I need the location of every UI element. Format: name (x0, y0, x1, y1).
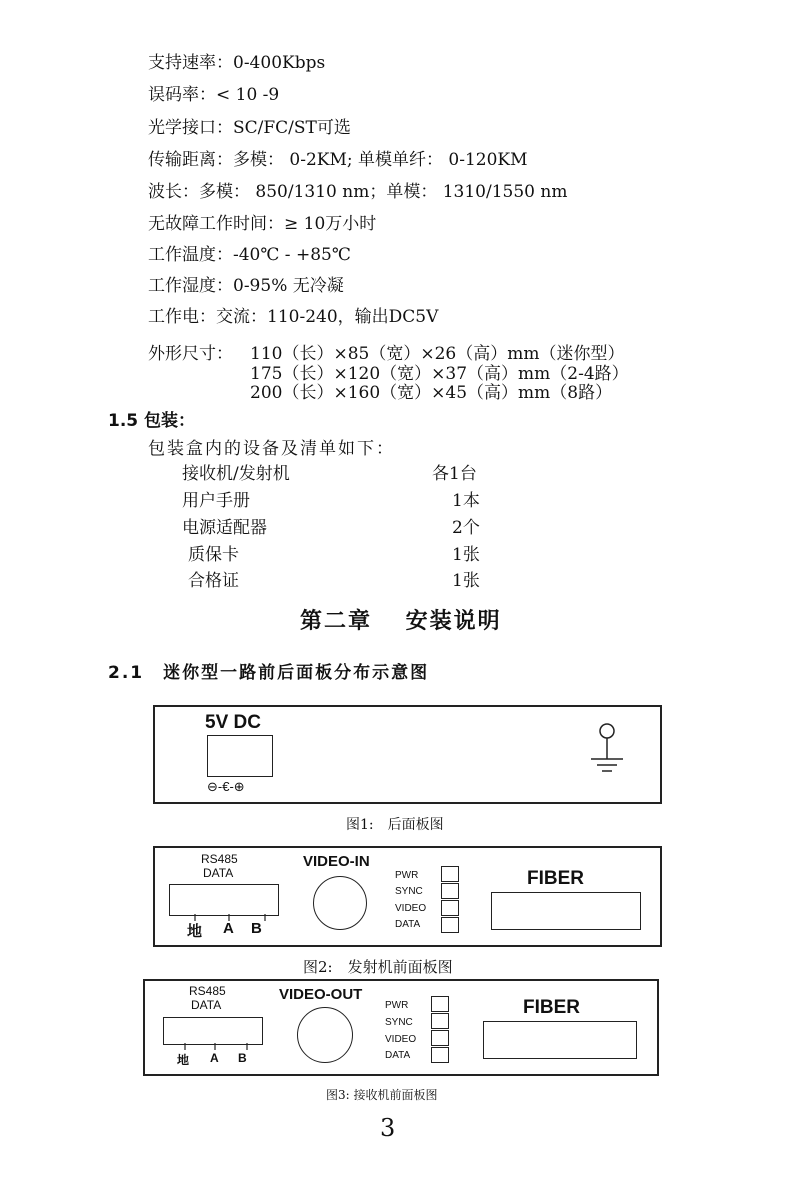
led-label-video: VIDEO (385, 1034, 417, 1045)
led-label-pwr: PWR (385, 1000, 409, 1011)
package-item-qty: 1张 (452, 545, 480, 565)
package-item-name: 用户手册 (182, 491, 250, 511)
rs485-label: RS485 (189, 984, 226, 998)
figure-caption: 图2: 发射机前面板图 (303, 958, 453, 976)
terminal-label-b: B (251, 920, 262, 937)
video-in-connector (313, 876, 367, 930)
spec-line-temperature: 工作温度：-40℃ - +85℃ (148, 245, 351, 265)
polarity-icon: ⊖-€-⊕ (207, 779, 245, 794)
led-indicator (441, 883, 459, 899)
led-label-data: DATA (385, 1050, 411, 1061)
power-jack (207, 735, 273, 777)
terminal-label-ground: 地 (187, 923, 203, 940)
spec-line-rate: 支持速率：0-400Kbps (148, 53, 326, 73)
spec-line-ber: 误码率：< 10 -9 (148, 85, 280, 105)
section-heading-2-1: 2.1 迷你型一路前后面板分布示意图 (108, 663, 430, 683)
figure-caption: 图3: 接收机前面板图 (326, 1088, 438, 1102)
package-item-name: 电源适配器 (182, 518, 267, 538)
led-indicator (431, 1030, 449, 1046)
led-label-sync: SYNC (395, 886, 423, 897)
section-heading-packaging: 1.5 包装： (108, 411, 196, 431)
package-item-qty: 2个 (452, 518, 480, 538)
led-label-data: DATA (395, 919, 421, 930)
led-indicator (441, 866, 459, 882)
rs485-terminal-block (163, 1017, 263, 1045)
dimensions-line: 110（长）×85（宽）×26（高）mm（迷你型） (250, 344, 625, 364)
package-item-qty: 各1台 (432, 464, 477, 484)
package-item-qty: 1本 (452, 491, 480, 511)
package-item-name: 质保卡 (188, 545, 239, 565)
page-number: 3 (380, 1114, 396, 1142)
led-column (441, 866, 459, 934)
fiber-port (491, 892, 641, 930)
packaging-intro: 包装盒内的设备及清单如下： (148, 439, 395, 459)
fiber-port (483, 1021, 637, 1059)
data-label: DATA (191, 998, 222, 1012)
led-indicator (441, 900, 459, 916)
data-label: DATA (203, 866, 234, 880)
fiber-label: FIBER (523, 997, 580, 1018)
spec-line-humidity: 工作湿度：0-95% 无冷凝 (148, 276, 344, 296)
spec-line-distance: 传输距离：多模： 0-2KM; 单模单纤： 0-120KM (148, 150, 528, 170)
led-indicator (431, 1047, 449, 1063)
package-item-qty: 1张 (452, 571, 480, 591)
led-label-pwr: PWR (395, 870, 419, 881)
terminal-label-ground: 地 (177, 1053, 190, 1067)
led-indicator (431, 1013, 449, 1029)
ground-icon (587, 721, 627, 781)
terminal-label-b: B (238, 1051, 247, 1065)
terminal-label-a: A (210, 1051, 219, 1065)
fiber-label: FIBER (527, 868, 584, 889)
video-out-label: VIDEO-OUT (279, 986, 363, 1003)
led-label-video: VIDEO (395, 903, 427, 914)
figure-caption: 图1: 后面板图 (346, 817, 444, 833)
led-indicator (441, 917, 459, 933)
led-column (431, 996, 449, 1064)
video-out-connector (297, 1007, 353, 1063)
spec-line-power: 工作电：交流：110-240，输出DC5V (148, 307, 439, 327)
spec-line-mtbf: 无故障工作时间：≥ 10万小时 (148, 214, 377, 234)
receiver-front-panel-figure (143, 979, 659, 1076)
dimensions-line: 200（长）×160（宽）×45（高）mm（8路） (250, 383, 613, 403)
power-label: 5V DC (205, 712, 261, 733)
dimensions-line: 175（长）×120（宽）×37（高）mm（2-4路） (250, 364, 629, 384)
chapter-title: 第二章 安装说明 (300, 609, 502, 634)
package-item-name: 接收机/发射机 (182, 464, 290, 484)
dimensions-label: 外形尺寸： (148, 344, 233, 364)
transmitter-front-panel-figure (153, 846, 662, 947)
rs485-terminal-block (169, 884, 279, 916)
terminal-label-a: A (223, 920, 234, 937)
rear-panel-figure (153, 705, 662, 804)
terminal-pins (163, 1043, 263, 1051)
video-in-label: VIDEO-IN (303, 853, 370, 870)
spec-line-wavelength: 波长：多模： 850/1310 nm；单模： 1310/1550 nm (148, 182, 568, 202)
package-item-name: 合格证 (188, 571, 239, 591)
spec-line-interface: 光学接口：SC/FC/ST可选 (148, 118, 351, 138)
rs485-label: RS485 (201, 852, 238, 866)
led-label-sync: SYNC (385, 1017, 413, 1028)
led-indicator (431, 996, 449, 1012)
